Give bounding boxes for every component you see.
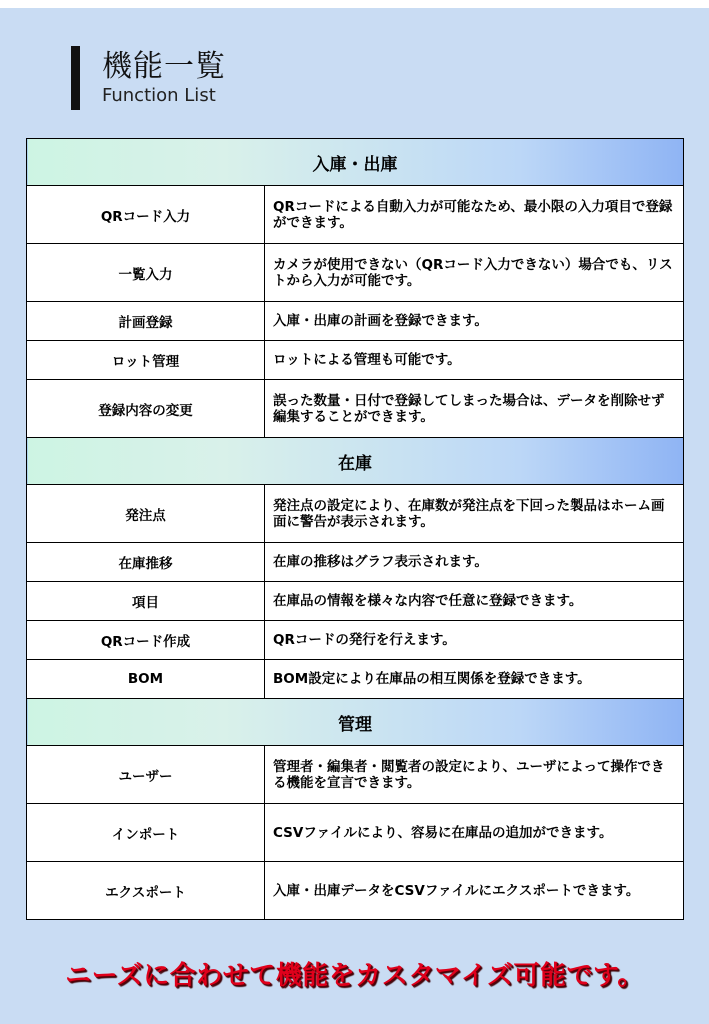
- table-row: [27, 380, 684, 438]
- section-header-row: [27, 699, 684, 746]
- function-description: CSVファイルにより、容易に在庫品の追加ができます。: [265, 804, 684, 862]
- table-row: [27, 746, 684, 804]
- function-description: BOM設定により在庫品の相互関係を登録できます。: [265, 660, 684, 699]
- page-subtitle: Function List: [102, 85, 216, 106]
- function-table: [26, 138, 684, 920]
- function-name: ユーザー: [27, 746, 265, 804]
- function-name: 在庫推移: [27, 543, 265, 582]
- function-description: QRコードによる自動入力が可能なため、最小限の入力項目で登録ができます。: [265, 186, 684, 244]
- function-name: 登録内容の変更: [27, 380, 265, 438]
- function-description: 管理者・編集者・閲覧者の設定により、ユーザによって操作できる機能を宣言できます。: [265, 746, 684, 804]
- table-row: [27, 660, 684, 699]
- table-row: [27, 543, 684, 582]
- footer-slogan: ニーズに合わせて機能をカスタマイズ可能です。: [65, 961, 644, 991]
- function-description: 在庫品の情報を様々な内容で任意に登録できます。: [265, 582, 684, 621]
- function-description: QRコードの発行を行えます。: [265, 621, 684, 660]
- function-name: 計画登録: [27, 302, 265, 341]
- table-row: [27, 302, 684, 341]
- function-name: QRコード入力: [27, 186, 265, 244]
- table-row: [27, 485, 684, 543]
- table-row: [27, 804, 684, 862]
- table-row: [27, 862, 684, 920]
- table-row: [27, 621, 684, 660]
- page-title: 機能一覧: [102, 49, 226, 84]
- function-description: 入庫・出庫データをCSVファイルにエクスポートできます。: [265, 862, 684, 920]
- function-description: 誤った数量・日付で登録してしまった場合は、データを削除せず編集することができます。: [265, 380, 684, 438]
- function-name: 一覧入力: [27, 244, 265, 302]
- section-header-row: [27, 438, 684, 485]
- function-description: ロットによる管理も可能です。: [265, 341, 684, 380]
- function-description: カメラが使用できない（QRコード入力できない）場合でも、リストから入力が可能です。: [265, 244, 684, 302]
- section-title: 在庫: [27, 438, 684, 485]
- function-description: 発注点の設定により、在庫数が発注点を下回った製品はホーム画面に警告が表示されます。: [265, 485, 684, 543]
- function-name: ロット管理: [27, 341, 265, 380]
- function-name: エクスポート: [27, 862, 265, 920]
- function-description: 在庫の推移はグラフ表示されます。: [265, 543, 684, 582]
- function-name: 項目: [27, 582, 265, 621]
- section-title: 管理: [27, 699, 684, 746]
- function-name: 発注点: [27, 485, 265, 543]
- table-row: [27, 582, 684, 621]
- function-name: QRコード作成: [27, 621, 265, 660]
- function-name: インポート: [27, 804, 265, 862]
- section-header-row: [27, 139, 684, 186]
- title-accent-bar: [71, 46, 80, 110]
- table-row: [27, 341, 684, 380]
- section-title: 入庫・出庫: [27, 139, 684, 186]
- function-description: 入庫・出庫の計画を登録できます。: [265, 302, 684, 341]
- table-row: [27, 186, 684, 244]
- table-row: [27, 244, 684, 302]
- function-name: BOM: [27, 660, 265, 699]
